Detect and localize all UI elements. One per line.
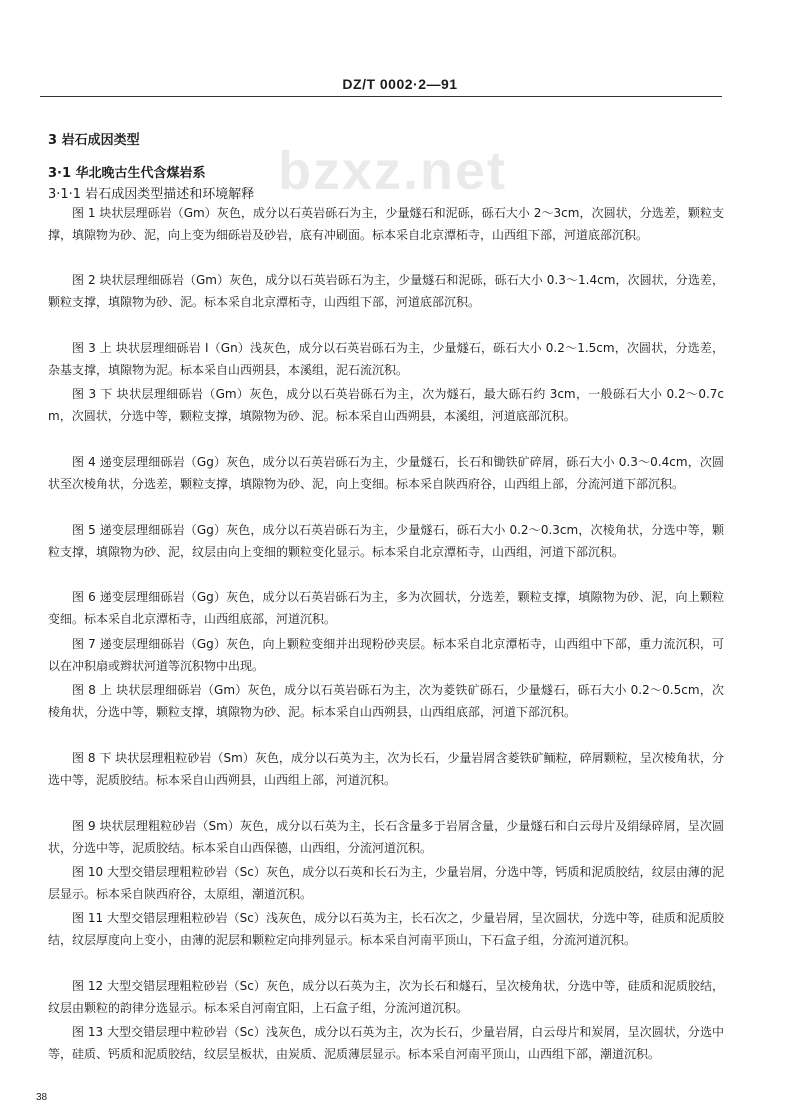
paragraph-fig3-lower: 图 3 下 块状层理细砾岩（Gm）灰色，成分以石英岩砾石为主，次为燧石，最大砾石约 3cm，一般砾石大小 0.2～0.7cm，次圆状，分选中等，颗粒支撑，填隙物为砂、泥。标本采自山西朔县，本溪组，河道底部沉积。	[48, 387, 724, 423]
section-heading-3: 3 岩石成因类型	[48, 133, 140, 148]
paragraph-fig12: 图 12 大型交错层理粗粒砂岩（Sc）灰色，成分以石英为主，次为长石和燧石，呈次棱角状，分选中等，硅质和泥质胶结，纹层由颗粒的韵律分选显示。标本采自河南宜阳，上石盒子组，分流河道沉积。	[48, 979, 724, 1015]
page-number: 38	[36, 1092, 48, 1103]
watermark: bzxz.net	[278, 141, 508, 201]
paragraph-fig7: 图 7 递变层理细砾岩（Gg）灰色，向上颗粒变细并出现粉砂夹层。标本采自北京潭柘寺，山西组中下部，重力流沉积，可以在冲积扇或辫状河道等沉积物中出现。	[48, 637, 724, 673]
paragraph-fig9: 图 9 块状层理粗粒砂岩（Sm）灰色，成分以石英为主，长石含量多于岩屑含量，少量燧石和白云母片及绢绿碎屑，呈次圆状，分选中等，泥质胶结。标本采自山西保德，山西组，分流河道沉积。	[48, 819, 724, 855]
paragraph-fig6: 图 6 递变层理细砾岩（Gg）灰色，成分以石英岩砾石为主，多为次圆状，分选差，颗粒支撑，填隙物为砂、泥，向上颗粒变细。标本采自北京潭柘寺，山西组底部，河道沉积。	[48, 590, 724, 626]
paragraph-fig10: 图 10 大型交错层理粗粒砂岩（Sc）灰色，成分以石英和长石为主，少量岩屑，分选中等，钙质和泥质胶结，纹层由薄的泥层显示。标本采自陕西府谷，太原组，潮道沉积。	[48, 865, 724, 901]
paragraph-fig4: 图 4 递变层理细砾岩（Gg）灰色，成分以石英岩砾石为主，少量燧石，长石和锄铁矿碎屑，砾石大小 0.3～0.4cm，次圆状至次棱角状，分选差，颗粒支撑，填隙物为砂、泥，向上变细。标本采自陕西府谷，山西组上部，分流河道下部沉积。	[48, 455, 724, 491]
paragraph-fig5: 图 5 递变层理细砾岩（Gg）灰色，成分以石英岩砾石为主，少量燧石，砾石大小 0.2～0.3cm，次棱角状，分选中等，颗粒支撑，填隙物为砂、泥，纹层由向上变细的颗粒变化显示。标本采自北京潭柘寺，山西组，河道下部沉积。	[48, 523, 724, 559]
paragraph-fig11: 图 11 大型交错层理粗粒砂岩（Sc）浅灰色，成分以石英为主，长石次之，少量岩屑，呈次圆状，分选中等，硅质和泥质胶结，纹层厚度向上变小，由薄的泥层和颗粒定向排列显示。标本采自河南平顶山，下石盒子组，分流河道沉积。	[48, 911, 724, 947]
paragraph-fig3-upper: 图 3 上 块状层理细砾岩 Ⅰ（Gn）浅灰色，成分以石英岩砾石为主，少量燧石，砾石大小 0.2～1.5cm，次圆状，分选差，杂基支撑，填隙物为泥。标本采自山西朔县，本溪组，泥石流沉积。	[48, 341, 724, 377]
paragraph-fig8-upper: 图 8 上 块状层理细砾岩（Gm）灰色，成分以石英岩砾石为主，次为菱铁矿砾石，少量燧石，砾石大小 0.2～0.5cm，次棱角状，分选中等，颗粒支撑，填隙物为砂、泥。标本采自山西朔县，山西组底部，河道下部沉积。	[48, 683, 724, 719]
section-heading-3-1-1: 3·1·1 岩石成因类型描述和环境解释	[48, 187, 255, 202]
paragraph-fig13: 图 13 大型交错层理中粒砂岩（Sc）浅灰色，成分以石英为主，次为长石，少量岩屑，白云母片和炭屑，呈次圆状，分选中等，硅质、钙质和泥质胶结，纹层呈板状，由炭质、泥质薄层显示。标本采自河南平顶山，山西组下部，潮道沉积。	[48, 1025, 724, 1061]
section-heading-3-1: 3·1 华北晚古生代含煤岩系	[48, 166, 206, 181]
paragraph-fig1: 图 1 块状层理砾岩（Gm）灰色，成分以石英岩砾石为主，少量燧石和泥砾，砾石大小 2～3cm，次圆状，分选差，颗粒支撑，填隙物为砂、泥，向上变为细砾岩及砂岩，底有冲刷面。标本采自北京潭柘寺，山西组下部，河道底部沉积。	[48, 206, 724, 242]
paragraph-fig8-lower: 图 8 下 块状层理粗粒砂岩（Sm）灰色，成分以石英为主，次为长石，少量岩屑含菱铁矿鲕粒，碎屑颗粒，呈次棱角状，分选中等，泥质胶结。标本采自山西朔县，山西组上部，河道沉积。	[48, 751, 724, 787]
header-rule	[40, 96, 722, 97]
standard-code: DZ/T 0002·2—91	[342, 76, 458, 92]
paragraph-fig2: 图 2 块状层理细砾岩（Gm）灰色，成分以石英岩砾石为主，少量燧石和泥砾，砾石大小 0.3～1.4cm，次圆状，分选差，颗粒支撑，填隙物为砂、泥。标本采自北京潭柘寺，山西组下部，河道底部沉积。	[48, 273, 724, 309]
